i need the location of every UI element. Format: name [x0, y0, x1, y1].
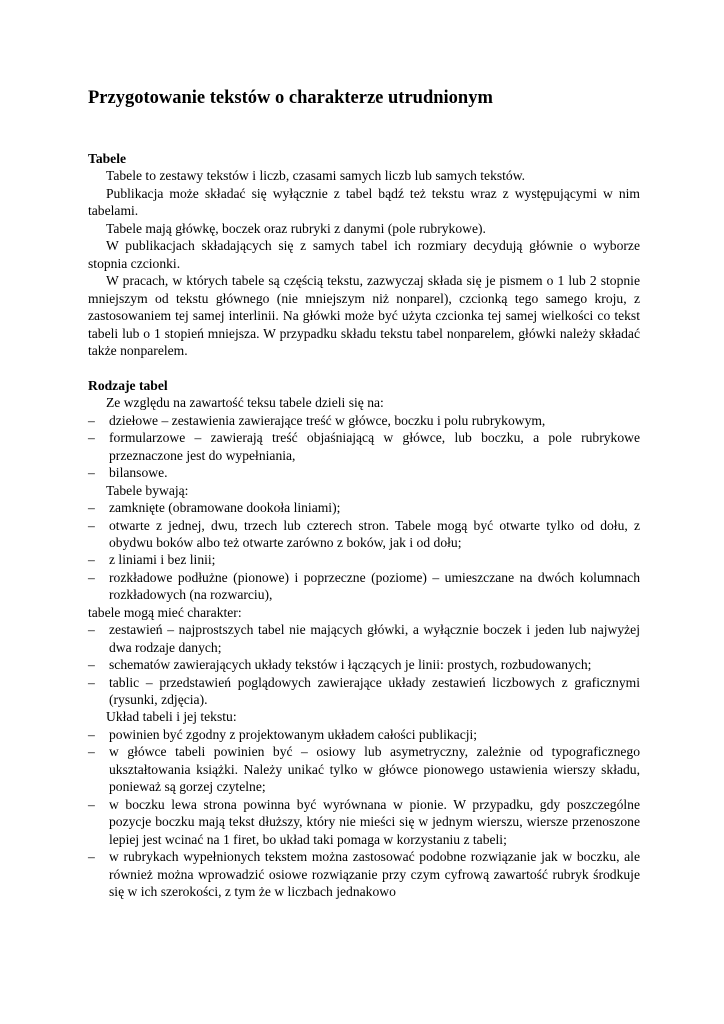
paragraph: Tabele mają główkę, boczek oraz rubryki z danymi (pole rubrykowe).: [106, 220, 486, 236]
list-item: [88, 621, 640, 656]
list-item-text: formularzowe – zawierają treść objaśniającą w główce, lub boczku, a pole rubrykowe przeznaczone jest do wypełniania,: [109, 430, 640, 463]
paragraph: Tabele bywają:: [106, 482, 189, 498]
list-item-text: bilansowe.: [109, 465, 168, 481]
list-item-text: z liniami i bez linii;: [109, 552, 216, 568]
list-item-text: powinien być zgodny z projektowanym układem całości publikacji;: [109, 726, 478, 742]
list-item-text: rozkładowe podłużne (pionowe) i poprzeczne (poziome) – umieszczane na dwóch kolumnach rozkładowych (na rozwarciu),: [109, 569, 640, 603]
list-item-text: tablic – przedstawień poglądowych zawierające układy zestawień liczbowych z graficznymi (rysunki, zdjęcia).: [109, 674, 640, 708]
list-item-text: schematów zawierających układy tekstów i łączących je linii: prostych, rozbudowanych;: [109, 657, 592, 673]
list-dash: –: [88, 569, 95, 585]
paragraph: W publikacjach składających się z samych tabel ich rozmiary decydują głównie o wyborze stopnia czcionki.: [88, 238, 640, 271]
list-dash: –: [88, 796, 95, 812]
list-item: [88, 412, 640, 429]
list-item: [88, 848, 640, 900]
list-dash: –: [88, 500, 95, 516]
paragraph: Publikacja może składać się wyłącznie z tabel bądź też tekstu wraz z występującymi w nim tabelami.: [88, 185, 640, 219]
list-item: [88, 499, 640, 516]
list-item: [88, 464, 640, 481]
list-dash: –: [88, 465, 95, 481]
paragraph: W pracach, w których tabele są częścią tekstu, zazwyczaj składa się je pismem o 1 lub 2 stopnie mniejszym od tekstu głównego (nie mniejszym niż nonparel), czcionką tego samego kroju, z zastosowaniem tej samej interlinii. Na główki może być użyta czcionka tej samej wielkości co tekst tabeli lub o 1 stopień mniejsza. W przypadku składu tekstu tabel nonparelem, główki należy składać także nonparelem.: [88, 273, 640, 358]
list-dash: –: [88, 657, 95, 673]
list-dash: –: [88, 430, 95, 446]
list-item: [88, 569, 640, 604]
list-item: [88, 726, 640, 743]
list-dash: –: [88, 726, 95, 742]
paragraph: tabele mogą mieć charakter:: [88, 604, 242, 620]
list-item: [88, 743, 640, 795]
list-dash: –: [88, 517, 95, 533]
list-dash: –: [88, 744, 95, 760]
section-spacer: [88, 359, 640, 376]
list-dash: –: [88, 622, 95, 638]
list-item-text: dziełowe – zestawienia zawierające treść w główce, boczku i polu rubrykowym,: [109, 412, 546, 428]
list-item: [88, 796, 640, 848]
list-item: [88, 551, 640, 568]
document-body: [88, 150, 640, 900]
paragraph: Układ tabeli i jej tekstu:: [106, 709, 237, 725]
paragraph: Tabele to zestawy tekstów i liczb, czasami samych liczb lub samych tekstów.: [106, 168, 526, 184]
list-item-text: zamknięte (obramowane dookoła liniami);: [109, 500, 341, 516]
list-item: [88, 674, 640, 709]
list-dash: –: [88, 849, 95, 865]
list-item-text: zestawień – najprostszych tabel nie mających główki, a wyłącznie boczek i jeden lub najwyżej dwa rodzaje danych;: [109, 622, 640, 655]
list-item: [88, 656, 640, 673]
list-item-text: w boczku lewa strona powinna być wyrównana w pionie. W przypadku, gdy poszczególne pozycje boczku mają tekst dłuższy, który nie mieści się w jednym wierszu, wiersze przenoszone lepiej jest wcinać na 1 firet, bo układ taki pomaga w korzystaniu z tabeli;: [109, 796, 640, 847]
paragraph: Ze względu na zawartość teksu tabele dzieli się na:: [106, 395, 384, 411]
list-item-text: w rubrykach wypełnionych tekstem można zastosować podobne rozwiązanie jak w boczku, ale również można wprowadzić osiowe rozwiązanie przy czym cyfrową zawartość rubryk środkuje się w ich szerokości, z tym że w liczbach jednakowo: [109, 849, 640, 900]
section-heading-rodzaje-tabel: Rodzaje tabel: [88, 377, 168, 393]
document-title: Przygotowanie tekstów o charakterze utrudnionym: [88, 88, 493, 108]
list-dash: –: [88, 552, 95, 568]
list-dash: –: [88, 674, 95, 690]
list-item-text: otwarte z jednej, dwu, trzech lub czterech stron. Tabele mogą być otwarte tylko od dołu, z obydwu boków albo też otwarte zarówno z boków, jak i od dołu;: [109, 517, 640, 550]
list-item: [88, 517, 640, 552]
section-heading-tabele: Tabele: [88, 151, 127, 166]
list-dash: –: [88, 412, 95, 428]
list-item: [88, 429, 640, 464]
list-item-text: w główce tabeli powinien być – osiowy lub asymetryczny, zależnie od typograficznego ukształtowania książki. Należy unikać tylko w główce pionowego ustawienia wierszy składu, ponieważ są gorzej czytelne;: [109, 744, 640, 795]
